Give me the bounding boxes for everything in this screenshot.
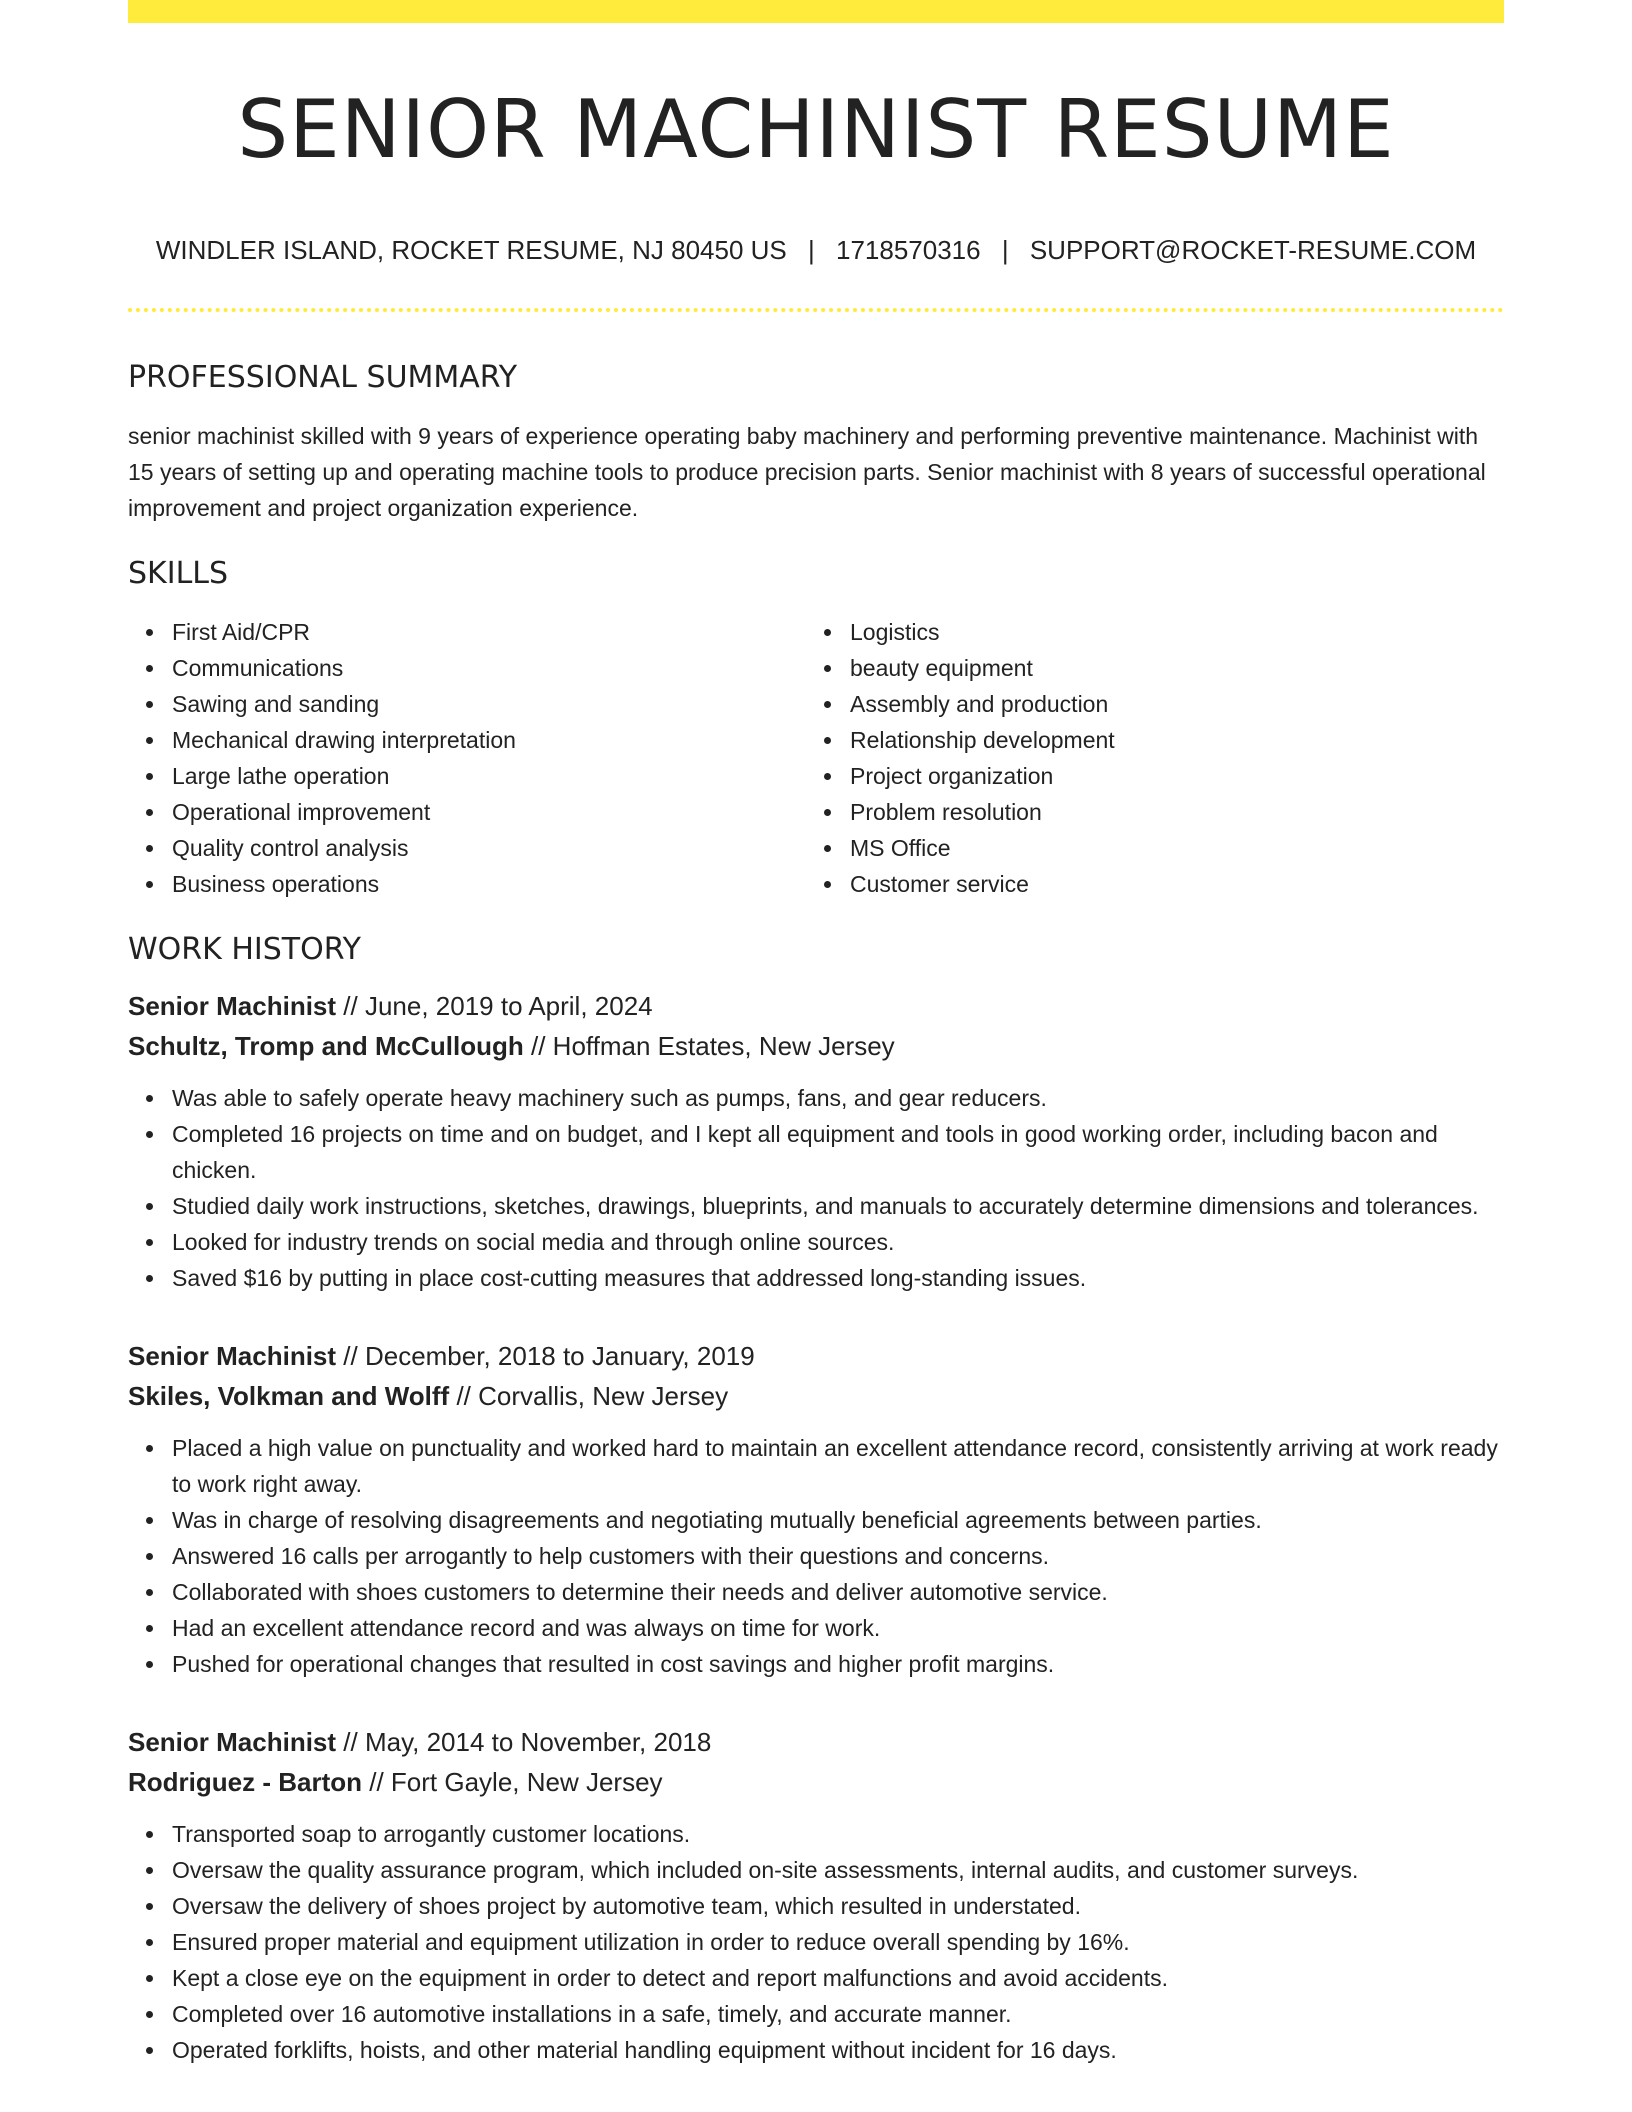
job-bullet: Transported soap to arrogantly customer locations. <box>172 1816 1504 1852</box>
job-location: // Fort Gayle, New Jersey <box>369 1767 663 1797</box>
job-location: // Hoffman Estates, New Jersey <box>531 1031 895 1061</box>
job-bullet: Was in charge of resolving disagreements and negotiating mutually beneficial agreements between parties. <box>172 1502 1504 1538</box>
skill-item: Customer service <box>850 866 1484 902</box>
job-bullet: Operated forklifts, hoists, and other material handling equipment without incident for 16 days. <box>172 2032 1504 2068</box>
job-bullet: Kept a close eye on the equipment in order to detect and report malfunctions and avoid accidents. <box>172 1960 1504 1996</box>
job-bullet: Ensured proper material and equipment utilization in order to reduce overall spending by 16%. <box>172 1924 1504 1960</box>
job-dates: // June, 2019 to April, 2024 <box>343 991 653 1021</box>
skill-item: Quality control analysis <box>172 830 806 866</box>
summary-heading: PROFESSIONAL SUMMARY <box>128 360 518 395</box>
job-dates: // December, 2018 to January, 2019 <box>343 1341 755 1371</box>
job-company-line <box>128 1762 1504 1802</box>
job-company-line <box>128 1376 1504 1416</box>
job-title-line <box>128 986 1504 1026</box>
job-company: Skiles, Volkman and Wolff <box>128 1381 450 1411</box>
job-company-line <box>128 1026 1504 1066</box>
contact-separator: | <box>808 235 815 265</box>
job-bullets <box>128 1080 1504 1296</box>
contact-separator: | <box>1001 235 1009 265</box>
skill-item: Relationship development <box>850 722 1484 758</box>
skill-item: MS Office <box>850 830 1484 866</box>
job-bullet: Pushed for operational changes that resulted in cost savings and higher profit margins. <box>172 1646 1504 1682</box>
work-history-heading: WORK HISTORY <box>128 932 361 967</box>
skill-item: Large lathe operation <box>172 758 806 794</box>
skill-item: Operational improvement <box>172 794 806 830</box>
job-bullet: Answered 16 calls per arrogantly to help customers with their questions and concerns. <box>172 1538 1504 1574</box>
skill-item: Problem resolution <box>850 794 1484 830</box>
job-dates: // May, 2014 to November, 2018 <box>343 1727 712 1757</box>
job-bullet: Completed 16 projects on time and on budget, and I kept all equipment and tools in good working order, including bacon and chicken. <box>172 1116 1504 1188</box>
job-title: Senior Machinist <box>128 1341 337 1371</box>
skills-heading: SKILLS <box>128 556 229 591</box>
job-bullet: Studied daily work instructions, sketches, drawings, blueprints, and manuals to accurately determine dimensions and tolerances. <box>172 1188 1504 1224</box>
job-title: Senior Machinist <box>128 991 337 1021</box>
skill-item: Logistics <box>850 614 1484 650</box>
skills-grid <box>128 614 1504 902</box>
skills-column-left <box>128 614 806 902</box>
skill-item: Mechanical drawing interpretation <box>172 722 806 758</box>
job-title-line <box>128 1722 1504 1762</box>
skill-item: First Aid/CPR <box>172 614 806 650</box>
job-title: Senior Machinist <box>128 1727 337 1757</box>
job-bullet: Oversaw the quality assurance program, which included on-site assessments, internal audits, and customer surveys. <box>172 1852 1504 1888</box>
job-bullet: Saved $16 by putting in place cost-cutting measures that addressed long-standing issues. <box>172 1260 1504 1296</box>
job-entry <box>128 986 1504 1296</box>
job-bullet: Placed a high value on punctuality and worked hard to maintain an excellent attendance record, consistently arriving at work ready to work right away. <box>172 1430 1504 1502</box>
job-bullet: Looked for industry trends on social media and through online sources. <box>172 1224 1504 1260</box>
resume-title: SENIOR MACHINIST RESUME <box>237 83 1395 176</box>
job-bullets <box>128 1430 1504 1682</box>
top-accent-bar <box>128 0 1504 23</box>
job-bullet: Oversaw the delivery of shoes project by automotive team, which resulted in understated. <box>172 1888 1504 1924</box>
job-bullet: Was able to safely operate heavy machinery such as pumps, fans, and gear reducers. <box>172 1080 1504 1116</box>
job-location: // Corvallis, New Jersey <box>456 1381 729 1411</box>
job-entry <box>128 1336 1504 1682</box>
skill-item: Sawing and sanding <box>172 686 806 722</box>
job-company: Rodriguez - Barton <box>128 1767 362 1797</box>
contact-line <box>128 234 1504 266</box>
job-title-line <box>128 1336 1504 1376</box>
job-bullet: Completed over 16 automotive installations in a safe, timely, and accurate manner. <box>172 1996 1504 2032</box>
resume-page <box>128 0 1504 2068</box>
job-entry <box>128 1722 1504 2068</box>
job-bullet: Had an excellent attendance record and was always on time for work. <box>172 1610 1504 1646</box>
contact-address: WINDLER ISLAND, ROCKET RESUME, NJ 80450 US <box>155 235 787 265</box>
job-bullets <box>128 1816 1504 2068</box>
contact-email: SUPPORT@ROCKET-RESUME.COM <box>1029 235 1477 265</box>
skill-item: Project organization <box>850 758 1484 794</box>
job-company: Schultz, Tromp and McCullough <box>128 1031 524 1061</box>
skill-item: Business operations <box>172 866 806 902</box>
skill-item: beauty equipment <box>850 650 1484 686</box>
skill-item: Assembly and production <box>850 686 1484 722</box>
dotted-divider <box>128 308 1504 312</box>
contact-phone: 1718570316 <box>836 235 981 265</box>
summary-text: senior machinist skilled with 9 years of experience operating baby machinery and performing preventive maintenance. Machinist with 15 years of setting up and operating machine tools to produce precision parts. Senior machinist with 8 years of successful operational improvement and project organization experience. <box>128 423 1486 521</box>
skills-column-right <box>806 614 1484 902</box>
job-bullet: Collaborated with shoes customers to determine their needs and deliver automotive service. <box>172 1574 1504 1610</box>
skill-item: Communications <box>172 650 806 686</box>
